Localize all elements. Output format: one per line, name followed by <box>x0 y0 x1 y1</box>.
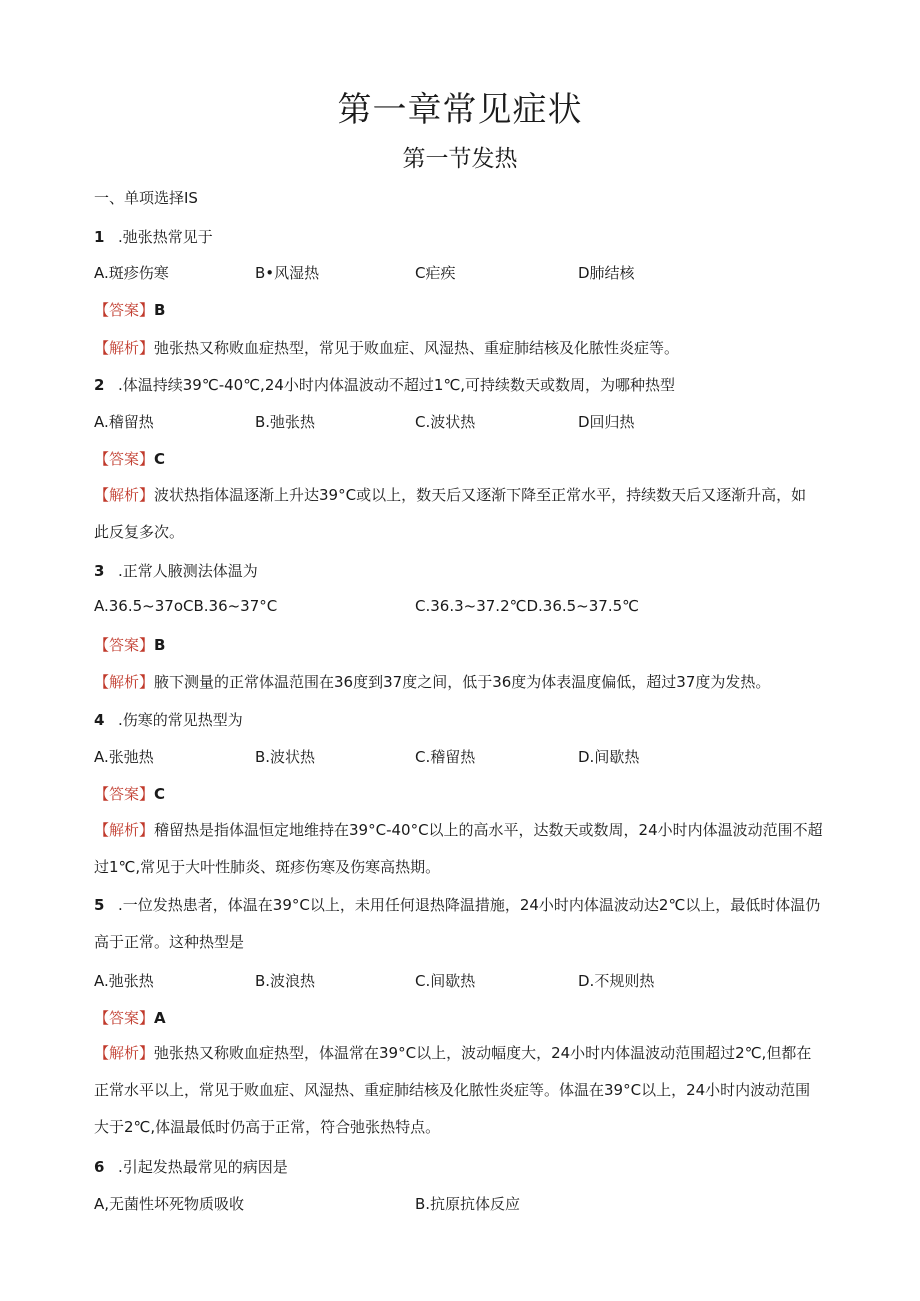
question-4-answer <box>94 783 165 804</box>
part-heading: 一、单项选择IS <box>94 189 198 207</box>
question-1-analysis <box>94 337 679 358</box>
question-number: 3 <box>94 562 105 580</box>
analysis-tag: 【解析】 <box>94 821 155 839</box>
analysis-line-1 <box>94 477 836 514</box>
question-3-stem <box>94 560 258 581</box>
question-text: .一位发热患者，体温在39°C以上，未用任何退热降温措施，24小时内体温波动达2℃以上，最低时体温仍 <box>118 896 821 914</box>
question-text: .正常人腋测法体温为 <box>118 562 258 580</box>
option-a: A.稽留热 <box>94 413 154 431</box>
question-3-analysis <box>94 671 770 692</box>
question-text: .体温持续39℃-40℃,24小时内体温波动不超过1℃,可持续数天或数周，为哪种热型 <box>118 376 676 394</box>
answer-tag: 【答案】 <box>94 785 155 803</box>
option-c: C疟疾 <box>415 264 456 282</box>
analysis-tag: 【解析】 <box>94 486 155 504</box>
analysis-line-3: 大于2℃,体温最低时仍高于正常，符合弛张热特点。 <box>94 1118 441 1136</box>
question-5-answer <box>94 1007 166 1028</box>
option-d: D.不规则热 <box>578 972 655 990</box>
analysis-text: 弛张热又称败血症热型，体温常在39°C以上，波动幅度大，24小时内体温波动范围超过2℃,但都在 <box>154 1044 812 1062</box>
question-2-analysis <box>94 477 836 551</box>
option-a: A,无菌性坏死物质吸收 <box>94 1195 245 1213</box>
question-6-stem <box>94 1156 288 1177</box>
question-number: 1 <box>94 228 105 246</box>
analysis-text: 弛张热又称败血症热型，常见于败血症、风湿热、重症肺结核及化脓性炎症等。 <box>154 339 680 357</box>
option-a: A.张弛热 <box>94 748 154 766</box>
question-number: 6 <box>94 1158 105 1176</box>
analysis-tag: 【解析】 <box>94 1044 155 1062</box>
option-b: B.波浪热 <box>255 972 316 990</box>
option-cd: C.36.3~37.2℃D.36.5~37.5℃ <box>415 597 639 615</box>
question-text: .弛张热常见于 <box>118 228 213 246</box>
question-text: .伤寒的常见热型为 <box>118 711 243 729</box>
option-ab: A.36.5~37oCB.36~37°C <box>94 597 278 615</box>
answer-value: C <box>154 785 166 803</box>
option-c: C.波状热 <box>415 413 476 431</box>
answer-value: B <box>154 301 166 319</box>
analysis-line-2: 此反复多次。 <box>94 523 185 541</box>
option-b: B.抗原抗体反应 <box>415 1195 521 1213</box>
option-c: C.间歇热 <box>415 972 476 990</box>
question-4-stem <box>94 709 243 730</box>
question-1-answer <box>94 299 165 320</box>
section-title: 第一节发热 <box>402 146 518 172</box>
analysis-text: 稽留热是指体温恒定地维持在39°C-40°C以上的高水平，达数天或数周，24小时内体温波动范围不超 <box>154 821 823 839</box>
answer-value: C <box>154 450 166 468</box>
answer-tag: 【答案】 <box>94 450 155 468</box>
option-d: D.间歇热 <box>578 748 640 766</box>
option-b: B•风湿热 <box>255 264 320 282</box>
analysis-line-1 <box>94 1035 836 1072</box>
option-d: D回归热 <box>578 413 635 431</box>
answer-tag: 【答案】 <box>94 301 155 319</box>
analysis-tag: 【解析】 <box>94 673 155 691</box>
option-c: C.稽留热 <box>415 748 476 766</box>
analysis-text: 腋下测量的正常体温范围在36度到37度之间，低于36度为体表温度偏低，超过37度为发热。 <box>154 673 771 691</box>
analysis-tag: 【解析】 <box>94 339 155 357</box>
question-4-analysis <box>94 812 836 886</box>
question-line-1 <box>94 887 836 924</box>
question-2-stem <box>94 374 675 395</box>
option-d: D肺结核 <box>578 264 635 282</box>
answer-value: A <box>154 1009 166 1027</box>
analysis-line-2: 正常水平以上，常见于败血症、风湿热、重症肺结核及化脓性炎症等。体温在39°C以上，24小时内波动范围 <box>94 1081 811 1099</box>
option-a: A.斑疹伤寒 <box>94 264 169 282</box>
chapter-title: 第一章常见症状 <box>337 90 583 130</box>
analysis-line-2: 过1℃,常见于大叶性肺炎、斑疹伤寒及伤寒高热期。 <box>94 858 441 876</box>
question-5-analysis <box>94 1035 836 1146</box>
option-b: B.波状热 <box>255 748 316 766</box>
question-text: .引起发热最常见的病因是 <box>118 1158 288 1176</box>
question-1-stem <box>94 226 213 247</box>
analysis-text: 波状热指体温逐渐上升达39°C或以上，数天后又逐渐下降至正常水平，持续数天后又逐渐升高，如 <box>154 486 807 504</box>
question-number: 5 <box>94 896 105 914</box>
analysis-line-1 <box>94 812 836 849</box>
option-b: B.弛张热 <box>255 413 316 431</box>
answer-value: B <box>154 636 166 654</box>
question-3-answer <box>94 634 165 655</box>
question-2-answer <box>94 448 165 469</box>
answer-tag: 【答案】 <box>94 636 155 654</box>
question-5-stem <box>94 887 836 961</box>
question-number: 4 <box>94 711 105 729</box>
question-number: 2 <box>94 376 105 394</box>
option-a: A.弛张热 <box>94 972 154 990</box>
answer-tag: 【答案】 <box>94 1009 155 1027</box>
question-line-2: 高于正常。这种热型是 <box>94 933 245 951</box>
